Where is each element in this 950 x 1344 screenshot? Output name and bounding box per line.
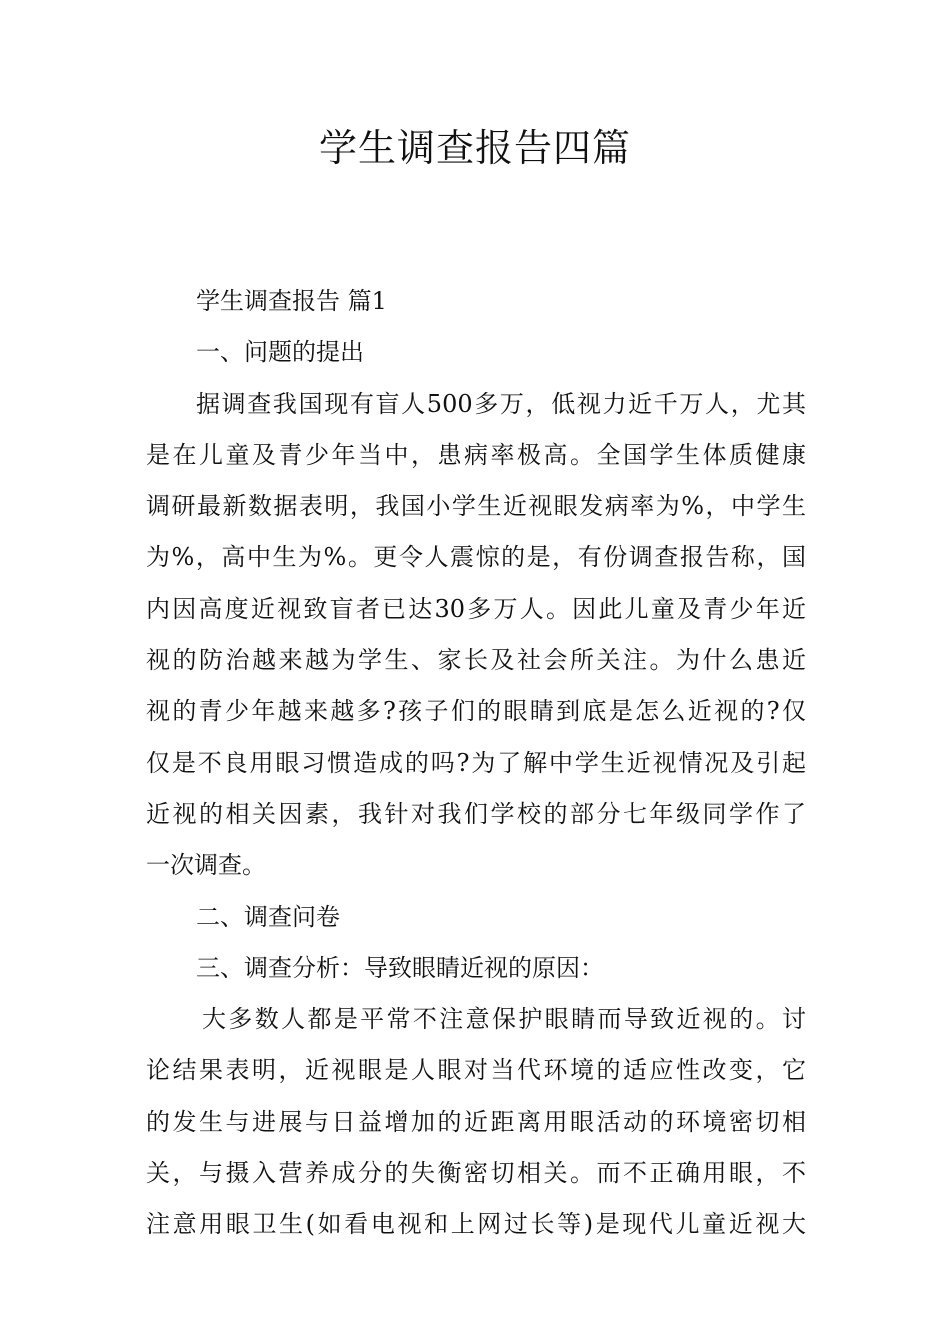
section-heading-problem: 一、问题的提出 <box>196 338 364 367</box>
paragraph-line: 注意用眼卫生(如看电视和上网过长等)是现代儿童近视大 <box>146 1210 806 1239</box>
document-body <box>146 276 806 1251</box>
paragraph-line: 视的青少年越来越多?孩子们的眼睛到底是怎么近视的?仅 <box>146 697 806 726</box>
document-title: 学生调查报告四篇 <box>318 126 631 170</box>
section-heading-questionnaire: 二、调查问卷 <box>196 902 340 931</box>
section-heading-analysis: 三、调查分析：导致眼睛近视的原因： <box>196 953 604 982</box>
paragraph-line: 仅是不良用眼习惯造成的吗?为了解中学生近视情况及引起 <box>146 748 806 777</box>
paragraph-line: 视的防治越来越为学生、家长及社会所关注。为什么患近 <box>146 646 806 675</box>
paragraph-line: 近视的相关因素，我针对我们学校的部分七年级同学作了 <box>146 799 806 828</box>
paragraph-line: 论结果表明，近视眼是人眼对当代环境的适应性改变，它 <box>146 1056 806 1085</box>
paragraph-line: 为%，高中生为%。更令人震惊的是，有份调查报告称，国 <box>146 543 806 572</box>
paragraph-line: 一次调查。 <box>146 851 266 880</box>
paragraph-line: 的发生与进展与日益增加的近距离用眼活动的环境密切相 <box>146 1107 806 1136</box>
paragraph-line: 据调查我国现有盲人500多万，低视力近千万人，尤其 <box>196 389 806 418</box>
paragraph-line: 调研最新数据表明，我国小学生近视眼发病率为%，中学生 <box>146 492 806 521</box>
section-heading-part1: 学生调查报告 篇1 <box>196 287 387 315</box>
paragraph-line: 关，与摄入营养成分的失衡密切相关。而不正确用眼，不 <box>146 1159 806 1188</box>
paragraph-line: 大多数人都是平常不注意保护眼睛而导致近视的。讨 <box>202 1005 806 1034</box>
paragraph-line: 内因高度近视致盲者已达30多万人。因此儿童及青少年近 <box>146 594 806 623</box>
paragraph-line: 是在儿童及青少年当中，患病率极高。全国学生体质健康 <box>146 440 806 469</box>
